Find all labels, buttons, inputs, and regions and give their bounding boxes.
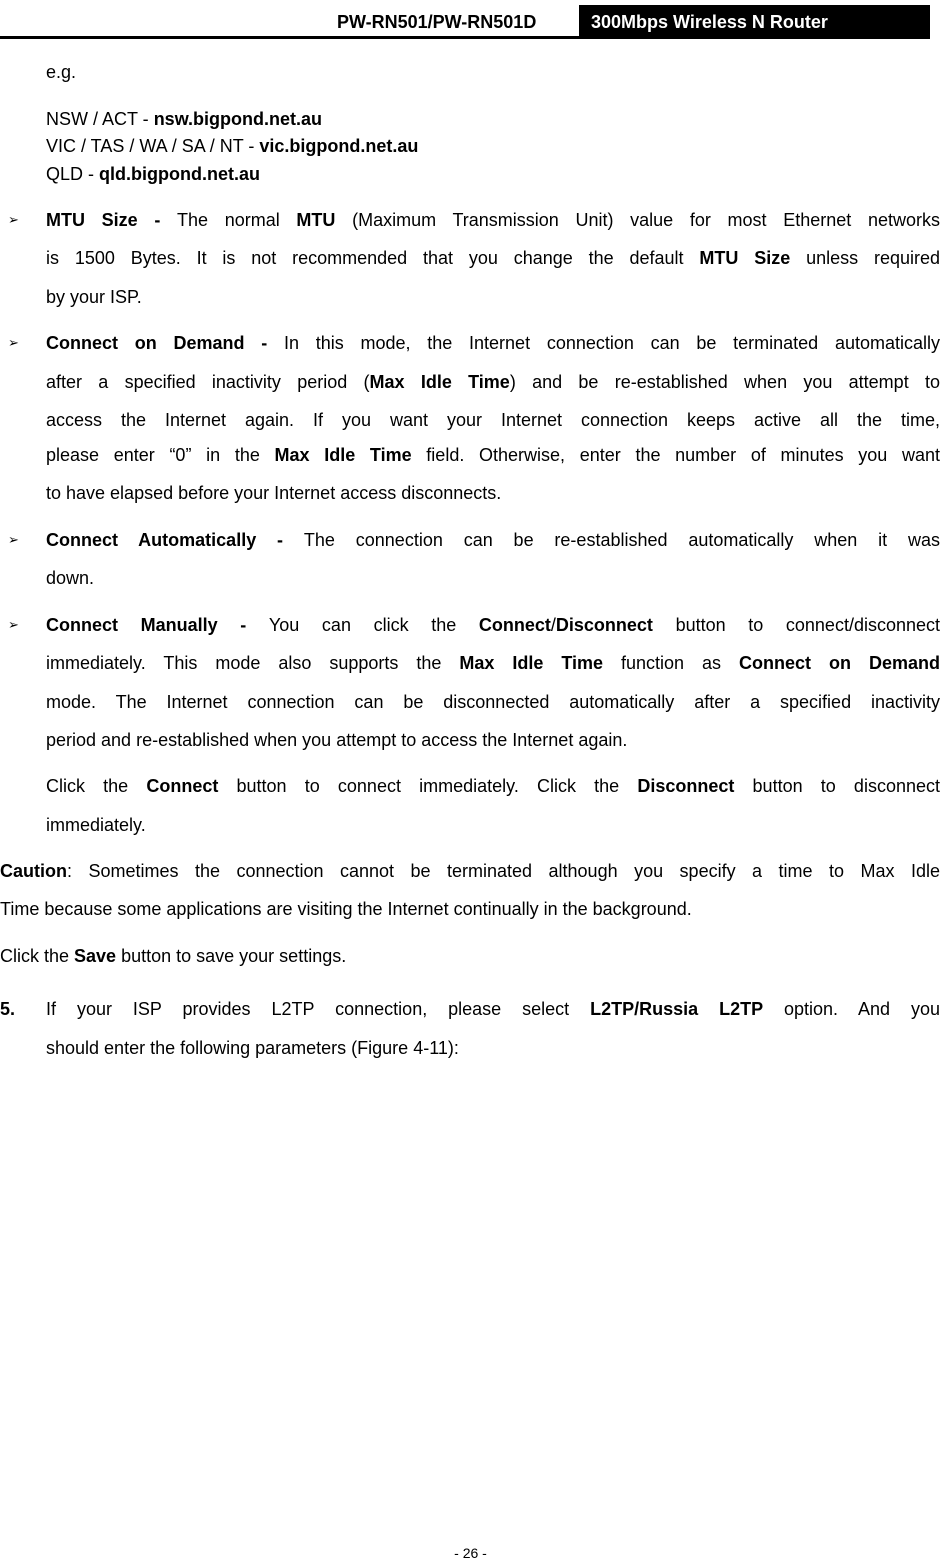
auto-line-2: down. xyxy=(46,568,95,588)
text-run: Connect on Demand xyxy=(739,653,940,673)
page-number: - 26 - xyxy=(454,1545,487,1561)
text-run: The connection can be re-established automatically when it was xyxy=(303,530,940,550)
manual-line-1 xyxy=(46,613,940,637)
bullet-arrow-icon: ➢ xyxy=(8,335,19,350)
text-run: immediately. This mode also supports the xyxy=(46,653,460,673)
text-run: In this mode, the Internet connection can be terminated automatically xyxy=(283,333,940,353)
text-run: Max Idle Time xyxy=(459,653,604,673)
text-run: please enter “0” in the xyxy=(46,445,275,465)
manual-line-4: period and re-established when you attempt to access the Internet again. xyxy=(46,730,628,750)
server-region: QLD - xyxy=(46,164,100,184)
save-instruction xyxy=(0,944,346,968)
text-run: The normal xyxy=(177,210,297,230)
text-run: button to disconnect xyxy=(734,776,940,796)
header-product: 300Mbps Wireless N Router xyxy=(579,5,930,39)
step-number: 5. xyxy=(0,999,16,1019)
text-run: MTU Size xyxy=(699,248,791,268)
mtu-term: MTU Size - xyxy=(46,210,178,230)
text-run: Click the xyxy=(46,776,147,796)
text-run: unless required xyxy=(790,248,941,268)
text-run: MTU xyxy=(296,210,336,230)
text-run: Click the xyxy=(0,946,75,966)
mtu-line-3: by your ISP. xyxy=(46,287,142,307)
server-region: VIC / TAS / WA / SA / NT - xyxy=(46,136,260,156)
text-run: / xyxy=(550,615,556,635)
server-host: nsw.bigpond.net.au xyxy=(153,109,323,129)
manual-para-2-line-1 xyxy=(46,774,940,798)
bullet-arrow-icon: ➢ xyxy=(8,212,19,227)
demand-line-5: to have elapsed before your Internet access disconnects. xyxy=(46,483,502,503)
text-run: field. Otherwise, enter the number of minutes you want xyxy=(411,445,940,465)
text-run: button to connect immediately. Click the xyxy=(218,776,638,796)
text-run: Save xyxy=(74,946,117,966)
text-run: Disconnect xyxy=(637,776,735,796)
auto-term: Connect Automatically - xyxy=(46,530,304,550)
text-run: : Sometimes the connection cannot be terminated although you specify a time to Max Idle xyxy=(67,861,940,881)
text-run: button to save your settings. xyxy=(116,946,347,966)
text-run: Connect xyxy=(146,776,219,796)
server-line-nsw xyxy=(46,107,322,131)
demand-line-3: access the Internet again. If you want your Internet connection keeps active all the time, xyxy=(46,410,940,430)
demand-line-4 xyxy=(46,443,940,467)
server-region: NSW / ACT - xyxy=(46,109,154,129)
manual-line-3: mode. The Internet connection can be disconnected automatically after a specified inactivity xyxy=(46,692,940,712)
manual-term: Connect Manually - xyxy=(46,615,269,635)
text-run: ) and be re-established when you attempt to xyxy=(509,372,940,392)
text-run: Disconnect xyxy=(555,615,653,635)
text-run: (Maximum Transmission Unit) value for most Ethernet networks xyxy=(335,210,940,230)
text-run: You can click the xyxy=(268,615,479,635)
text-run: function as xyxy=(603,653,740,673)
bullet-arrow-icon: ➢ xyxy=(8,532,19,547)
demand-line-1 xyxy=(46,331,940,355)
mtu-line-2 xyxy=(46,246,940,270)
eg-label: e.g. xyxy=(46,62,77,82)
caution-term: Caution xyxy=(0,861,67,881)
text-run: L2TP/Russia L2TP xyxy=(590,999,764,1019)
caution-line-1 xyxy=(0,859,940,883)
server-line-vic xyxy=(46,134,418,158)
auto-line-1 xyxy=(46,528,940,552)
demand-term: Connect on Demand - xyxy=(46,333,284,353)
mtu-line-1 xyxy=(46,208,940,232)
text-run: Max Idle Time xyxy=(274,445,412,465)
caution-line-2: Time because some applications are visiting the Internet continually in the background. xyxy=(0,899,692,919)
page-header xyxy=(0,0,930,40)
server-host: qld.bigpond.net.au xyxy=(99,164,260,184)
text-run: Connect xyxy=(478,615,551,635)
text-run: option. And you xyxy=(763,999,940,1019)
demand-line-2 xyxy=(46,370,940,394)
manual-para-2-line-2: immediately. xyxy=(46,815,146,835)
header-rule xyxy=(0,36,930,39)
text-run: is 1500 Bytes. It is not recommended that you change the default xyxy=(46,248,700,268)
header-model: PW-RN501/PW-RN501D xyxy=(337,12,537,32)
text-run: If your ISP provides L2TP connection, please select xyxy=(46,999,591,1019)
bullet-arrow-icon: ➢ xyxy=(8,617,19,632)
step5-line-1 xyxy=(46,997,940,1021)
text-run: button to connect/disconnect xyxy=(652,615,940,635)
server-host: vic.bigpond.net.au xyxy=(259,136,419,156)
text-run: Max Idle Time xyxy=(369,372,510,392)
step5-line-2: should enter the following parameters (Figure 4-11): xyxy=(46,1038,459,1058)
text-run: after a specified inactivity period ( xyxy=(46,372,370,392)
server-line-qld xyxy=(46,162,260,186)
manual-line-2 xyxy=(46,651,940,675)
